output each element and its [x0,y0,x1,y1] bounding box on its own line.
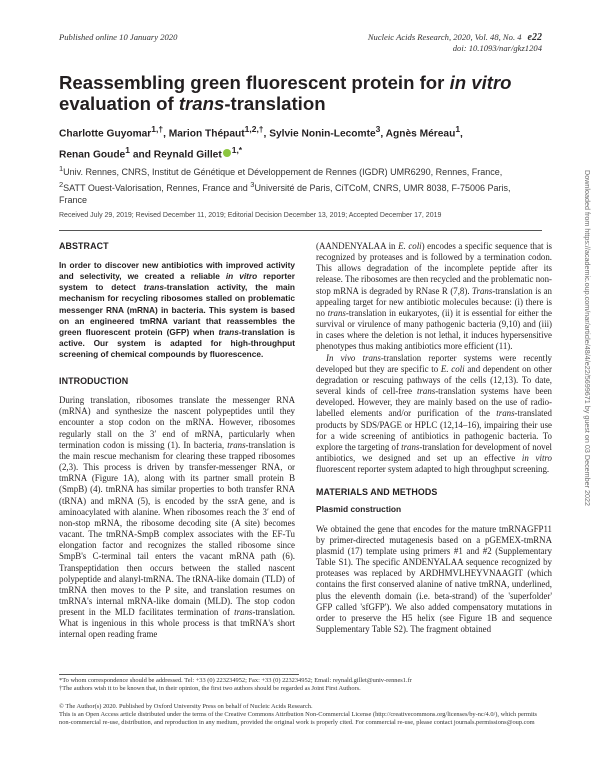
author-list: Charlotte Guyomar$^{1,\dagger}$, Marion Thépaut$^{1,2,\dagger}$, Sylvie Nonin-Lecomte$^3$, Agnès Méreau$^1$, Renan Goude$^1$ and Reynald Gillet $^{1,*}$ [59,124,463,161]
paper-title: Reassembling green fluorescent protein for in vitro evaluation of trans-translation [59,72,512,114]
copyright-line: © The Author(s) 2020. Published by Oxford University Press on behalf of Nucleic Acids Research. [59,703,313,710]
introduction-text: During translation, ribosomes translate the messenger RNA (mRNA) and synthesize the nascent polypeptides until they encounter a stop codon on the mRNA. However, ribosomes regularly stall on the 3′ end of mRNA, particularly when termination codon is missing (1). In bacteria, trans-translation is the main rescue mechanism for clearing these trapped ribosomes (2,3). This process is driven by transfer-messenger RNA, or tmRNA (Figure 1A), along with its partner small protein B (SmpB) (4). tmRNA has similar properties to both transfer RNA (tRNA) and mRNA (5), is encoded by the ssrA gene, and is aminoacylated with alanine. When ribosomes reach the 3′ end of non-stop mRNA, the ribosome decoding site (A site) becomes vacant. The tmRNA-SmpB complex associates with the EF-Tu elongation factor and recognizes the stalled ribosome since SmpB's C-terminal tail enters the vacant mRNA path (6). Transpeptidation then occurs between the stalled nascent polypeptide and alanyl-tmRNA. The tRNA-like domain (TLD) of tmRNA then moves to the P site, and translation resumes on tmRNA's internal mRNA-like domain (MLD). The stop codon present in the MLD facilitates termination of trans-translation. What is ingenious in this whole process is that tmRNA's short internal open reading frame [59,395,295,640]
license-text: This is an Open Access article distributed under the terms of the Creative Commons Attribution Non-Commercial License (http://creativecommons.org/licenses/by-nc/4.0/), which permits non-commercial re-use, distribution, and reproduction in any medium, provided the original work is properly cited. For commercial re-use, please contact journals.permissions@oup.com [59,711,538,727]
submission-dates: Received July 29, 2019; Revised December 11, 2019; Editorial Decision December 13, 2019; Accepted December 17, 2019 [59,212,442,219]
abstract-text: In order to discover new antibiotics with improved activity and selectivity, we created a reliable in vitro reporter system to detect trans-translation activity, the main mechanism for recycling ribosomes stalled on problematic messenger RNA (mRNA) in bacteria. This system is based on an engineered tmRNA variant that reassembles the green fluorescent protein (GFP) when trans-translation is active. Our system is adapted for high-throughput screening of chemical compounds by fluorescence. [59,260,296,359]
corresponding-author-note: *To whom correspondence should be addressed. Tel: +33 (0) 223234952; Fax: +33 (0) 223234952; Email: reynald.gillet@univ-rennes1.fr [59,677,412,684]
equal-contribution-note: †The authors wish it to be known that, in their opinion, the first two authors should be regarded as Joint First Authors. [59,685,361,693]
methods-text: We obtained the gene that encodes for the mature tmRNAGFP11 by primer-directed mutagenesis based on a pGEMEX-tmRNA plasmid (17) template using primers #1 and #2 (Supplementary Table S1). The specific ANDENYALAA sequence recognized by proteases was replaced by ARDHMVLHEYVNAAGIT (which contains the first conserved alanine of native tmRNA, underlined, plus the eleventh domain (i.e. beta-strand) of the 'superfolder' GFP called 'sfGFP'). We also added compensatory mutations in order to preserve the H5 helix (see Figure 1B and sequence Supplementary Table S2). The fragment obtained [316,523,552,634]
page-number: e22 [527,32,542,43]
download-sidebar: Downloaded from https://academic.oup.com/nar/article/48/4/e22/5699671 by guest on 03 December 2022 [583,170,592,507]
published-date: Published online 10 January 2020 [59,32,178,42]
right-column [316,241,552,635]
divider [59,230,542,231]
license-block [59,703,542,728]
intro-continued: (AANDENYALAA in E. coli) encodes a specific sequence that is recognized by proteases and is followed by a termination codon. This allows degradation of the incomplete peptide after its release. The ribosomes are then recycled and the problematic non-stop mRNA is degraded by RNase R (7,8). Trans-translation is an appealing target for new antibiotic molecules because: (i) there is no trans-translation in eukaryotes, (ii) it is essential for either the survival or virulence of many pathogenic bacteria (9,10) and (iii) in cases where the deletion is not lethal, it induces hypersensitive phenotypes thus making antibiotics more efficient (11). [316,241,553,352]
affiliations: $^1$Univ. Rennes, CNRS, Institut de Génétique et Développement de Rennes (IGDR) UMR6290, Rennes, France, $^2$SATT Ouest-Valorisation, Rennes, France and $^3$Université de Paris, CiTCoM, CNRS, UMR 8038, F-75006 Paris, France [59,164,511,206]
methods-heading: MATERIALS AND METHODS [316,487,438,498]
doi[interactable]: doi: 10.1093/nar/gkz1204 [452,43,542,53]
footnote-divider [59,674,299,675]
intro-paragraph-2: In vivo trans-translation reporter systems were recently developed but they are specific to E. coli and dependent on other degradation or rescuing pathways of the cells (12,13). To date, several kinds of cell-free trans-translation systems have been developed. However, they are mainly based on the use of radio-labelled elements and/or purification of the trans-translated products by SDS/PAGE or HPLC (12,14–16), impairing their use for a wide screening of antibiotics in pathogenic bacteria. To explore the targeting of trans-translation for development of novel antibiotics, we designed and set up an effective in vitro fluorescent reporter system adapted to high throughput screening. [316,352,553,475]
left-column [59,241,295,641]
author-name[interactable]: Reynald Gillet [153,149,222,161]
author-name[interactable]: Marion Thépaut [168,128,245,140]
journal-citation: Nucleic Acids Research, 2020, Vol. 48, No. 4 [367,32,522,42]
orcid-icon[interactable] [223,149,231,157]
introduction-heading: INTRODUCTION [59,376,129,386]
journal-header [368,32,542,54]
author-name[interactable]: Renan Goude [59,149,126,161]
author-name[interactable]: Charlotte Guyomar [59,128,152,140]
plasmid-subheading: Plasmid construction [316,504,402,515]
author-name[interactable]: Agnès Méreau [385,128,456,140]
footnotes [59,677,542,693]
author-name[interactable]: Sylvie Nonin-Lecomte [269,128,376,140]
abstract-heading: ABSTRACT [59,241,109,251]
